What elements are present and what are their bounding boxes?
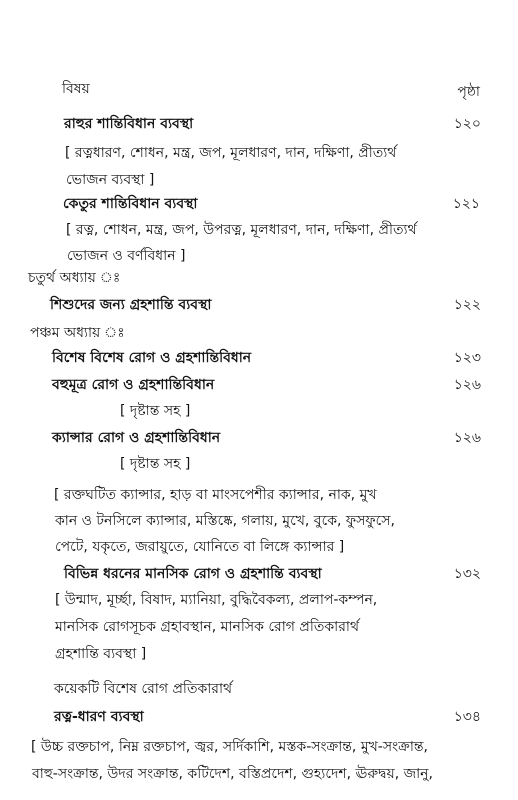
toc-entry-page: ১২৬	[453, 377, 481, 393]
toc-entry-detail: [ দৃষ্টান্ত সহ ]	[120, 456, 191, 472]
toc-entry-detail: বাহু-সংক্রান্ত, উদর সংক্রান্ত, কটিদেশ, বস্তিপ্রদেশ, গুহ্যদেশ, ঊরুদ্বয়, জানু,	[32, 766, 433, 782]
toc-entry-page: ১২৬	[453, 430, 481, 446]
section-heading: কয়েকটি বিশেষ রোগ প্রতিকারার্থ	[54, 681, 233, 697]
toc-entry-page: ১২২	[453, 297, 481, 313]
toc-entry-page: ১৩৪	[453, 709, 481, 725]
toc-entry-title: রত্ন-ধারণ ব্যবস্থা	[54, 709, 144, 725]
toc-entry-title: ক্যান্সার রোগ ও গ্রহশান্তিবিধান	[52, 430, 221, 446]
toc-entry-detail: মানসিক রোগসূচক গ্রহাবস্থান, মানসিক রোগ প্রতিকারার্থ	[55, 619, 360, 635]
toc-entry-page: ১৩২	[453, 566, 481, 582]
toc-entry-page: ১২০	[453, 116, 481, 132]
toc-entry-detail: পেটে, যকৃতে, জরায়ুতে, যোনিতে বা লিঙ্গে ক্যান্সার ]	[55, 539, 345, 555]
toc-entry-title: বিশেষ বিশেষ রোগ ও গ্রহশান্তিবিধান	[52, 350, 252, 366]
toc-entry-detail: [ দৃষ্টান্ত সহ ]	[120, 403, 191, 419]
toc-entry-title: রাহুর শান্তিবিধান ব্যবস্থা	[64, 116, 194, 132]
toc-entry-detail: ভোজন ও বর্ণবিধান ]	[67, 248, 186, 264]
toc-entry-title: কেতুর শান্তিবিধান ব্যবস্থা	[63, 196, 198, 212]
toc-entry-detail: ভোজন ব্যবস্থা ]	[66, 172, 155, 188]
toc-entry-detail: [ রত্ন, শোধন, মন্ত্র, জপ, উপরত্ন, মূলধারণ, দান, দক্ষিণা, প্রীত্যর্থ	[66, 222, 417, 238]
toc-entry-detail: [ উন্মাদ, মূর্চ্ছা, বিষাদ, ম্যানিয়া, বুদ্ধিবৈকল্য, প্রলাপ-কম্পন,	[55, 592, 378, 608]
toc-entry-page: ১২৩	[453, 350, 481, 366]
toc-entry-detail: কান ও টনসিলে ক্যান্সার, মস্তিষ্কে, গলায়, মুখে, বুকে, ফুসফুসে,	[55, 513, 395, 529]
toc-entry-title: শিশুদের জন্য গ্রহশান্তি ব্যবস্থা	[50, 297, 212, 313]
subject-column-heading: বিষয়	[62, 81, 90, 97]
chapter-heading: পঞ্চম অধ্যায় ঃ	[30, 325, 125, 341]
toc-entry-detail: [ উচ্চ রক্তচাপ, নিম্ন রক্তচাপ, জ্বর, সর্দিকাশি, মস্তক-সংক্রান্ত, মুখ-সংক্রান্ত,	[31, 739, 428, 755]
toc-entry-detail: গ্রহশান্তি ব্যবস্থা ]	[55, 646, 147, 662]
toc-entry-title: বিভিন্ন ধরনের মানসিক রোগ ও গ্রহশান্তি ব্যবস্থা	[64, 566, 322, 582]
chapter-heading: চতুর্থ অধ্যায় ঃ	[28, 270, 121, 286]
toc-entry-page: ১২১	[452, 196, 480, 212]
toc-entry-detail: [ রক্তঘটিত ক্যান্সার, হাড় বা মাংসপেশীর ক্যান্সার, নাক, মুখ	[54, 487, 377, 503]
toc-entry-detail: [ রত্নধারণ, শোধন, মন্ত্র, জপ, মূলধারণ, দান, দক্ষিণা, প্রীত্যর্থ	[65, 145, 397, 161]
page-column-heading: পৃষ্ঠা	[457, 84, 480, 100]
toc-entry-title: বহুমূত্র রোগ ও গ্রহশান্তিবিধান	[52, 377, 215, 393]
